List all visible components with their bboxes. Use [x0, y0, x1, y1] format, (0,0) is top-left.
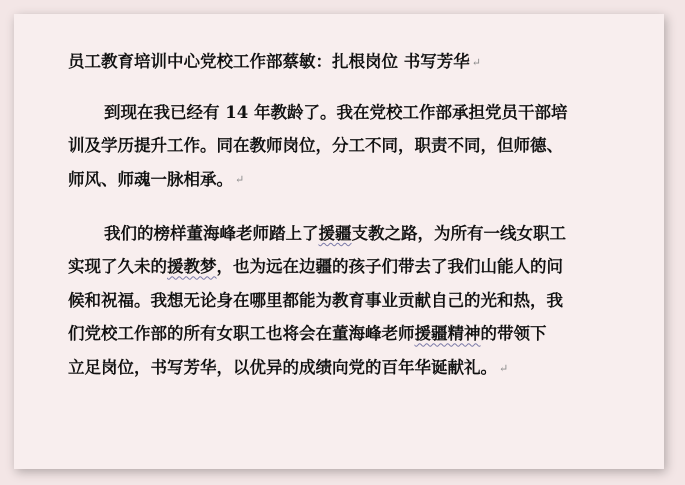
paragraph-line: 到现在我已经有 14 年教龄了。我在党校工作部承担党员干部培 [104, 102, 568, 122]
paragraph-mark-icon: ↵ [235, 173, 245, 187]
paragraph-line: 训及学历提升工作。同在教师岗位，分工不同，职责不同，但师德、 [68, 136, 563, 155]
spellcheck-underline: 援教梦 [167, 257, 217, 277]
title-text: 员工教育培训中心党校工作部蔡敏：扎根岗位 书写芳华 [68, 52, 470, 71]
document-body [68, 42, 648, 385]
paragraph-mark-icon: ↵ [499, 361, 509, 375]
paragraph-line: 师风、师魂一脉相承。 ↵ [68, 169, 245, 189]
paragraph-mark-icon: ↵ [471, 55, 481, 69]
paragraph-2 [68, 217, 648, 385]
paragraph-1 [68, 96, 648, 197]
spellcheck-underline: 援疆精神 [414, 324, 481, 344]
paragraph-line: 我们的榜样董海峰老师踏上了援疆支教之路，为所有一线女职工 [104, 223, 566, 243]
document-title [68, 42, 648, 83]
paragraph-line: 候和祝福。我想无论身在哪里都能为教育事业贡献自己的光和热，我 [68, 290, 563, 310]
paragraph-line: 立足岗位，书写芳华，以优异的成绩向党的百年华诞献礼。 ↵ [68, 357, 509, 377]
paragraph-line: 们党校工作部的所有女职工也将会在董海峰老师援疆精神的带领下 [68, 324, 547, 344]
spellcheck-underline: 援疆 [318, 223, 352, 243]
document-page [14, 14, 664, 469]
paragraph-line: 实现了久未的援教梦，也为远在边疆的孩子们带去了我们山能人的问 [68, 257, 563, 277]
